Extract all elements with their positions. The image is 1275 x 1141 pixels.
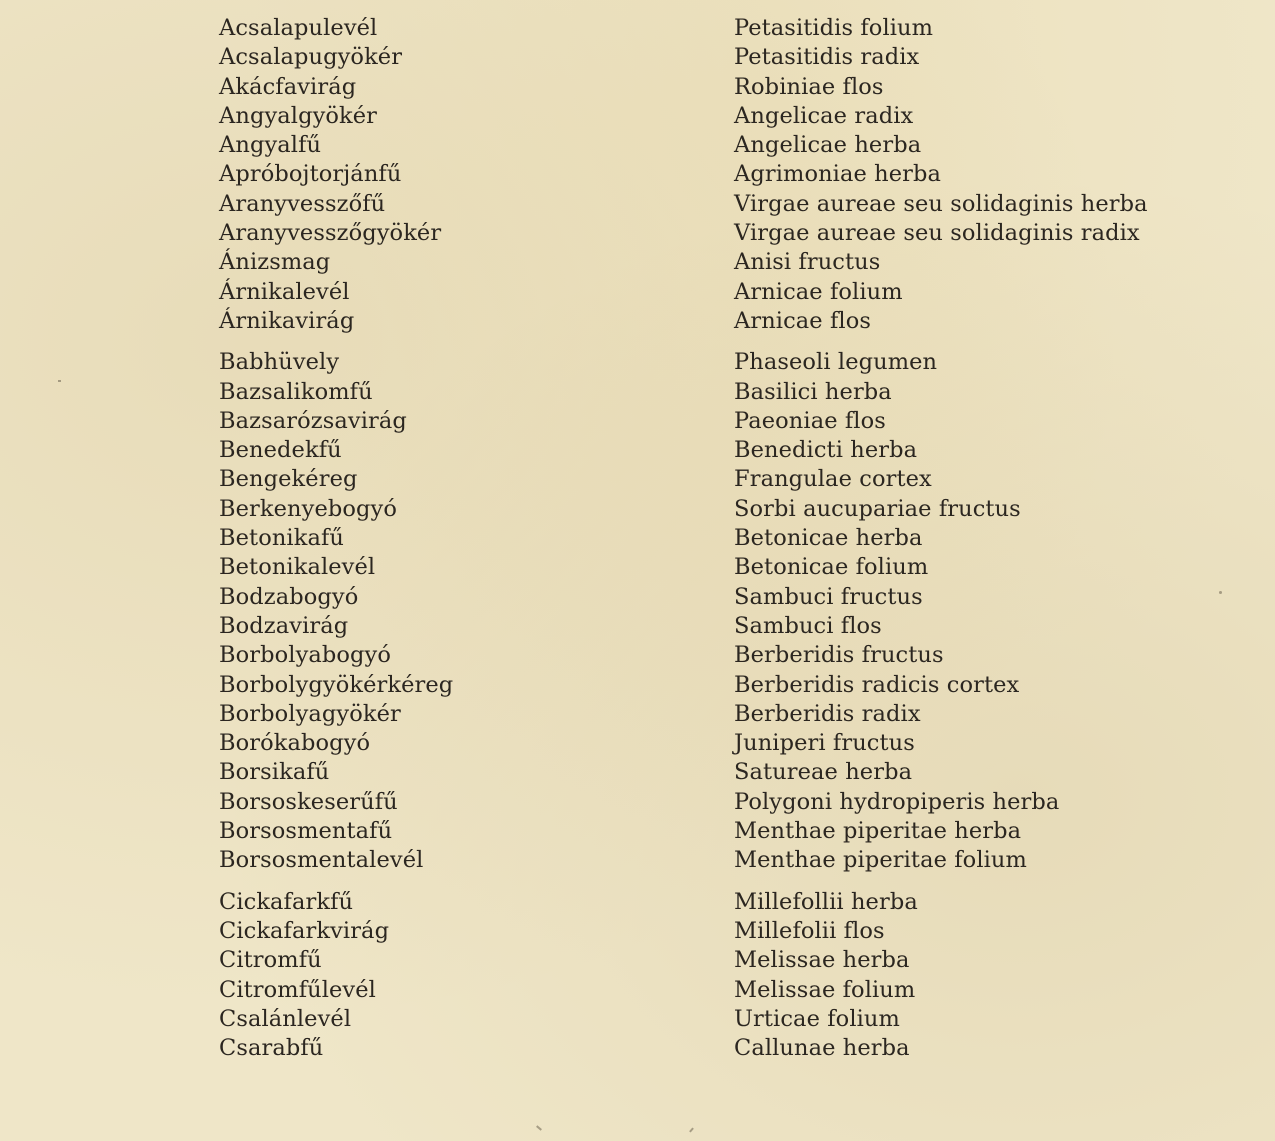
latin-name: Betonicae folium [734,554,929,581]
hungarian-name: Borsikafű [219,759,330,786]
hungarian-name: Benedekfű [219,437,342,464]
latin-name: Sorbi aucupariae fructus [734,495,1021,522]
hungarian-group-c [219,888,699,1064]
hungarian-name: Borsoskeserűfű [219,788,398,815]
scan-speck [1219,591,1222,594]
latin-name: Millefolii flos [734,917,885,944]
latin-name: Arnicae folium [734,278,903,305]
hungarian-name: Cickafarkfű [219,888,354,915]
latin-name: Menthae piperitae folium [734,847,1027,874]
latin-name: Berberidis fructus [734,642,944,669]
hungarian-name: Acsalapugyökér [219,44,403,71]
latin-name: Juniperi fructus [734,730,915,757]
hungarian-name: Árnikavirág [219,307,355,334]
hungarian-name: Aranyvesszőgyökér [219,220,442,247]
latin-name: Paeoniae flos [734,407,886,434]
latin-name: Menthae piperitae herba [734,818,1022,845]
latin-name: Petasitidis folium [734,15,934,41]
latin-names-column [734,14,1254,1063]
latin-name: Angelicae radix [734,102,914,129]
latin-name: Virgae aureae seu solidaginis herba [734,190,1148,217]
latin-name: Satureae herba [734,759,913,786]
latin-name: Betonicae herba [734,525,923,552]
latin-name: Anisi fructus [734,249,881,276]
hungarian-name: Akácfavirág [219,73,357,100]
hungarian-name: Angyalfű [219,132,322,159]
latin-group-c [734,888,1254,1064]
hungarian-name: Acsalapulevél [219,15,378,41]
hungarian-name: Ánizsmag [219,249,331,276]
hungarian-name: Bengekéreg [219,466,358,493]
hungarian-name: Bodzavirág [219,612,349,639]
scan-speck [58,380,61,382]
hungarian-name: Cickafarkvirág [219,917,390,944]
latin-name: Urticae folium [734,1005,900,1032]
latin-group-a [734,14,1254,336]
hungarian-name: Borbolyagyökér [219,700,401,727]
hungarian-name: Betonikafű [219,525,344,552]
hungarian-name: Betonikalevél [219,554,376,581]
hungarian-name: Babhüvely [219,349,340,376]
hungarian-name: Borbolyabogyó [219,642,392,669]
hungarian-name: Csalánlevél [219,1005,352,1032]
latin-name: Phaseoli legumen [734,349,938,376]
hungarian-name: Citromfűlevél [219,976,376,1003]
hungarian-name: Csarabfű [219,1035,324,1062]
latin-name: Callunae herba [734,1035,910,1062]
latin-name: Angelicae herba [734,132,922,159]
latin-name: Sambuci flos [734,612,882,639]
latin-name: Agrimoniae herba [734,161,942,188]
latin-name: Benedicti herba [734,437,918,464]
latin-name: Millefollii herba [734,888,918,915]
hungarian-group-a [219,14,699,336]
hungarian-name: Berkenyebogyó [219,495,397,522]
hungarian-group-b [219,348,699,875]
hungarian-name: Bazsarózsavirág [219,407,407,434]
hungarian-names-column [219,14,699,1063]
scan-speck [689,1127,694,1132]
hungarian-name: Bodzabogyó [219,583,359,610]
hungarian-name: Apróbojtorjánfű [219,161,402,188]
latin-name: Frangulae cortex [734,466,932,493]
latin-name: Melissae folium [734,976,916,1003]
latin-name: Petasitidis radix [734,44,920,71]
latin-name: Basilici herba [734,378,892,405]
latin-name: Arnicae flos [734,307,871,334]
latin-name: Sambuci fructus [734,583,923,610]
hungarian-name: Bazsalikomfű [219,378,373,405]
hungarian-name: Borókabogyó [219,730,371,757]
latin-name: Virgae aureae seu solidaginis radix [734,220,1140,247]
latin-group-b [734,348,1254,875]
latin-name: Melissae herba [734,947,910,974]
scan-speck [536,1125,542,1130]
latin-name: Polygoni hydropiperis herba [734,788,1060,815]
latin-name: Robiniae flos [734,73,884,100]
hungarian-name: Angyalgyökér [219,102,378,129]
hungarian-name: Borbolygyökérkéreg [219,671,454,698]
latin-name: Berberidis radicis cortex [734,671,1020,698]
latin-name: Berberidis radix [734,700,921,727]
hungarian-name: Árnikalevél [219,278,350,305]
hungarian-name: Aranyvesszőfű [219,190,386,217]
hungarian-name: Borsosmentafű [219,818,393,845]
hungarian-name: Citromfű [219,947,322,974]
hungarian-name: Borsosmentalevél [219,847,424,874]
